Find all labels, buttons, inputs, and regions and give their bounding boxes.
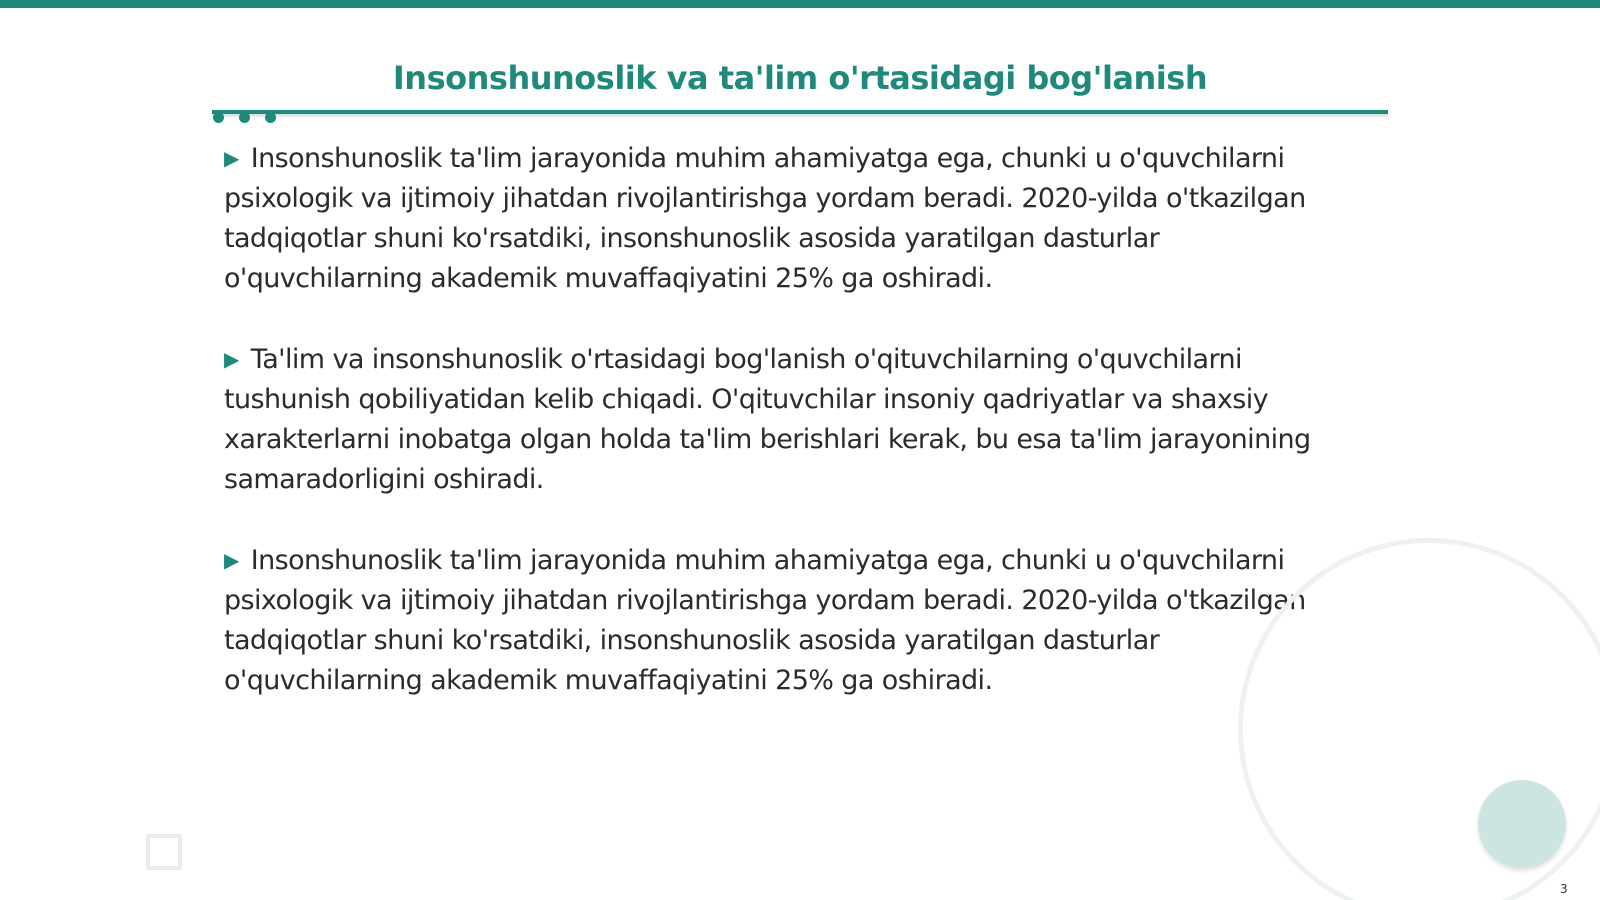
decor-dot xyxy=(265,112,276,123)
triangle-right-icon: ▶ xyxy=(224,347,239,371)
title-underline xyxy=(212,110,1388,114)
slide-body xyxy=(224,138,1354,741)
paragraph-text: Insonshunoslik ta'lim jarayonida muhim ahamiyatga ega, chunki u o'quvchilarni psixologik va ijtimoiy jihatdan rivojlantirishga yordam beradi. 2020-yilda o'tkazilgan tadqiqotlar shuni ko'rsatdiki, insonshunoslik asosida yaratilgan dasturlar o'quvchilarning akademik muvaffaqiyatini 25% ga oshiradi. xyxy=(224,545,1306,696)
decor-square xyxy=(146,834,182,870)
slide-title: Insonshunoslik va ta'lim o'rtasidagi bog'lanish xyxy=(392,59,1208,97)
page-number: 3 xyxy=(1560,882,1568,896)
top-accent-bar xyxy=(0,0,1600,8)
paragraph-text: Insonshunoslik ta'lim jarayonida muhim ahamiyatga ega, chunki u o'quvchilarni psixologik va ijtimoiy jihatdan rivojlantirishga yordam beradi. 2020-yilda o'tkazilgan tadqiqotlar shuni ko'rsatdiki, insonshunoslik asosida yaratilgan dasturlar o'quvchilarning akademik muvaffaqiyatini 25% ga oshiradi. xyxy=(224,143,1306,294)
decor-dot xyxy=(213,112,224,123)
triangle-right-icon: ▶ xyxy=(224,146,239,170)
bullet-paragraph xyxy=(224,138,1354,299)
triangle-right-icon: ▶ xyxy=(224,548,239,572)
bullet-paragraph xyxy=(224,339,1354,500)
bullet-paragraph xyxy=(224,540,1354,701)
paragraph-text: Ta'lim va insonshunoslik o'rtasidagi bog'lanish o'qituvchilarning o'quvchilarni tushunish qobiliyatidan kelib chiqadi. O'qituvchilar insoniy qadriyatlar va shaxsiy xarakterlarni inobatga olgan holda ta'lim berishlari kerak, bu esa ta'lim jarayonining samaradorligini oshiradi. xyxy=(224,344,1311,495)
decor-circle xyxy=(1478,780,1566,868)
decor-dot xyxy=(239,112,250,123)
